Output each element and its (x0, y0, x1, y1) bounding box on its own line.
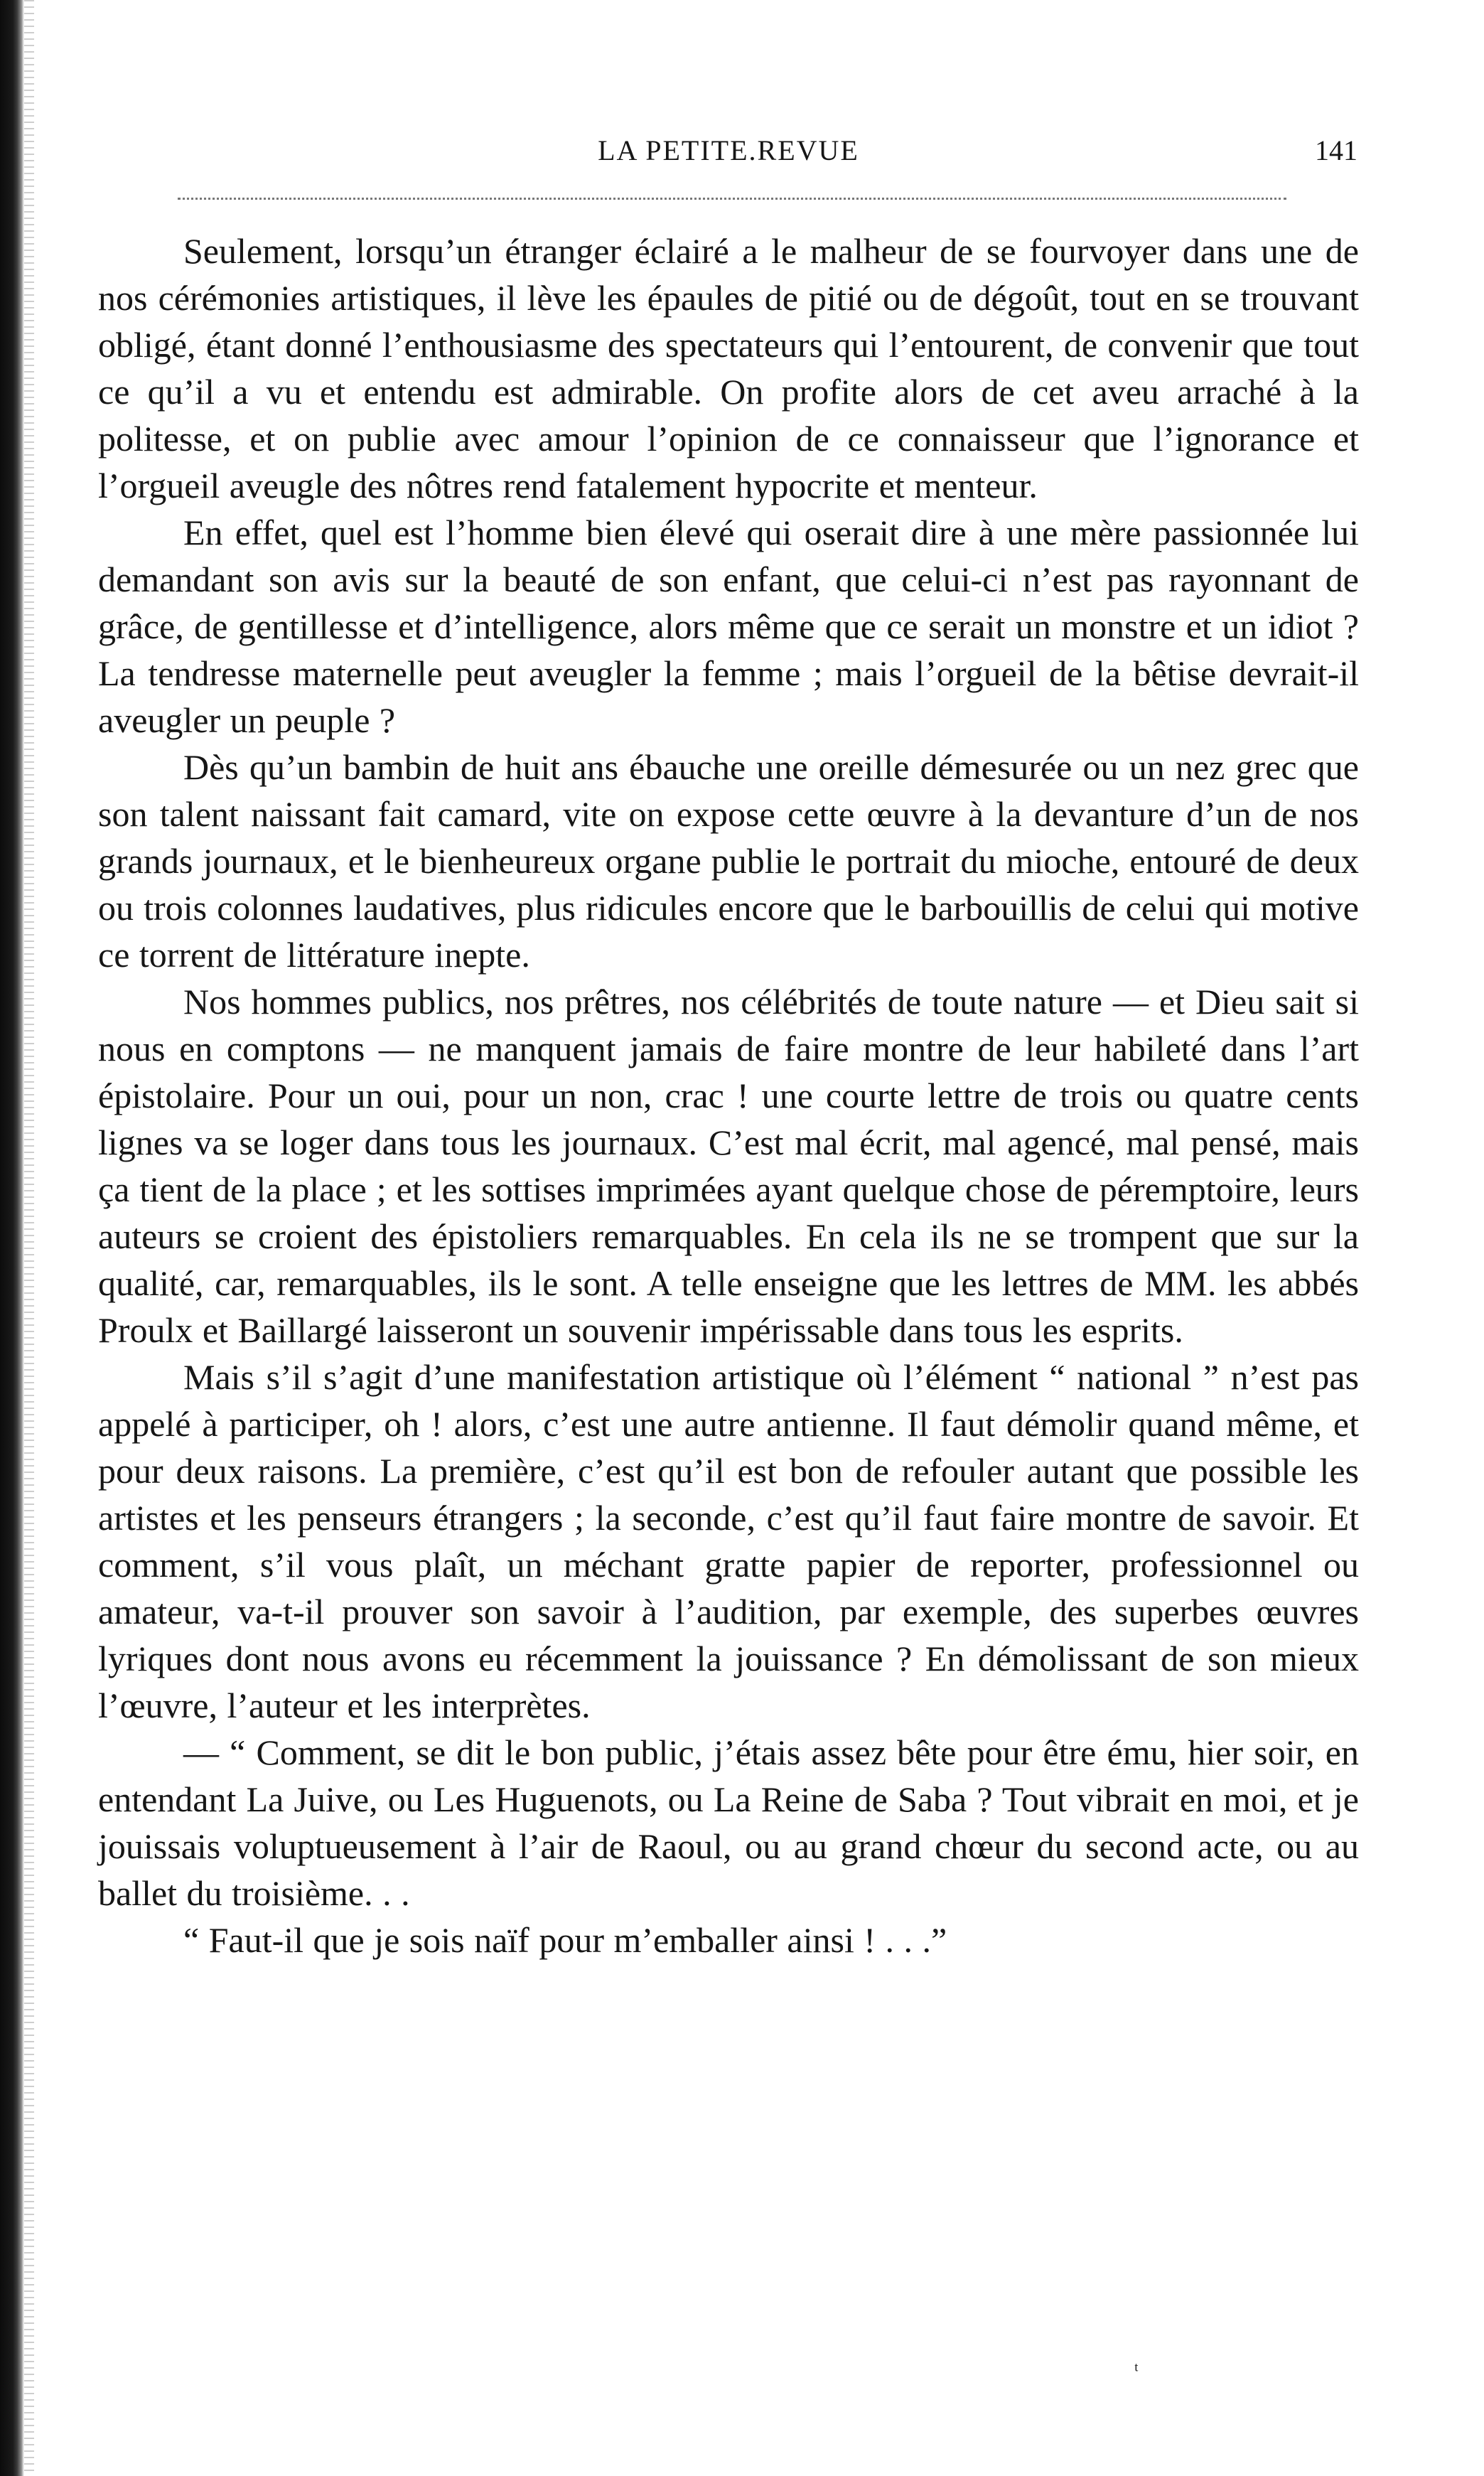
paragraph: Seulement, lorsqu’un étranger éclairé a le malheur de se fourvoyer dans une de nos cérémonies artistiques, il lève les épaules de pitié ou de dégoût, tout en se trouvant obligé, étant donné l’enthousiasme des spectateurs qui l’entourent, de convenir que tout ce qu’il a vu et entendu est admirable. On profite alors de cet aveu arraché à la politesse, et on publie avec amour l’opinion de ce connaisseur que l’ignorance et l’orgueil aveugle des nôtres rend fatalement hypocrite et menteur. (98, 231, 1359, 505)
paragraph: Nos hommes publics, nos prêtres, nos célébrités de toute nature — et Dieu sait si nous en comptons — ne manquent jamais de faire montre de leur habileté dans l’art épistolaire. Pour un oui, pour un non, crac ! une courte lettre de trois ou quatre cents lignes va se loger dans tous les journaux. C’est mal écrit, mal agencé, mal pensé, mais ça tient de la place ; et les sottises imprimées ayant quelque chose de péremptoire, leurs auteurs se croient des épistoliers remarquables. En cela ils ne se trompent que sur la qualité, car, remarquables, ils le sont. A telle enseigne que les lettres de MM. les abbés Proulx et Baillargé laisseront un souvenir impérissable dans tous les esprits. (98, 982, 1359, 1350)
page-number: 141 (1315, 134, 1357, 166)
page-binding-shadow (24, 0, 34, 2476)
header-divider (178, 198, 1286, 200)
paragraph: Dès qu’un bambin de huit ans ébauche une oreille démesurée ou un nez grec que son talent naissant fait camard, vite on expose cette œuvre à la devanture d’un de nos grands journaux, et le bienheureux organe publie le portrait du mioche, entouré de deux ou trois colonnes laudatives, plus ridicules encore que le barbouillis de celui qui motive ce torrent de littérature inepte. (98, 747, 1359, 975)
page-binding-edge (0, 0, 24, 2476)
paragraph: — “ Comment, se dit le bon public, j’étais assez bête pour être ému, hier soir, en entendant La Juive, ou Les Huguenots, ou La Reine de Saba ? Tout vibrait en moi, et je jouissais voluptueusement à l’air de Raoul, ou au grand chœur du second acte, ou au ballet du troisième. . . (98, 1732, 1359, 1913)
running-header (100, 134, 1357, 176)
footer-mark: ᵗ (1134, 2359, 1139, 2382)
paragraph: En effet, quel est l’homme bien élevé qui oserait dire à une mère passionnée lui demandant son avis sur la beauté de son enfant, que celui-ci n’est pas rayonnant de grâce, de gentillesse et d’intelligence, alors même que ce serait un monstre et un idiot ? La tendresse maternelle peut aveugler la femme ; mais l’orgueil de la bêtise devrait-il aveugler un peuple ? (98, 513, 1359, 740)
paragraph: Mais s’il s’agit d’une manifestation artistique où l’élément “ national ” n’est pas appelé à participer, oh ! alors, c’est une autre antienne. Il faut démolir quand même, et pour deux raisons. La première, c’est qu’il est bon de refouler autant que possible les artistes et les penseurs étrangers ; la seconde, c’est qu’il faut faire montre de savoir. Et comment, s’il vous plaît, un méchant gratte papier de reporter, professionnel ou amateur, va-t-il prouver son savoir à l’audition, par exemple, des superbes œuvres lyriques dont nous avons eu récemment la jouissance ? En démolissant de son mieux l’œuvre, l’auteur et les interprètes. (98, 1357, 1359, 1725)
paragraph: “ Faut-il que je sois naïf pour m’emballer ainsi ! . . .” (183, 1920, 947, 1960)
article-body (98, 227, 1359, 1963)
journal-title: LA PETITE.REVUE (598, 134, 859, 166)
